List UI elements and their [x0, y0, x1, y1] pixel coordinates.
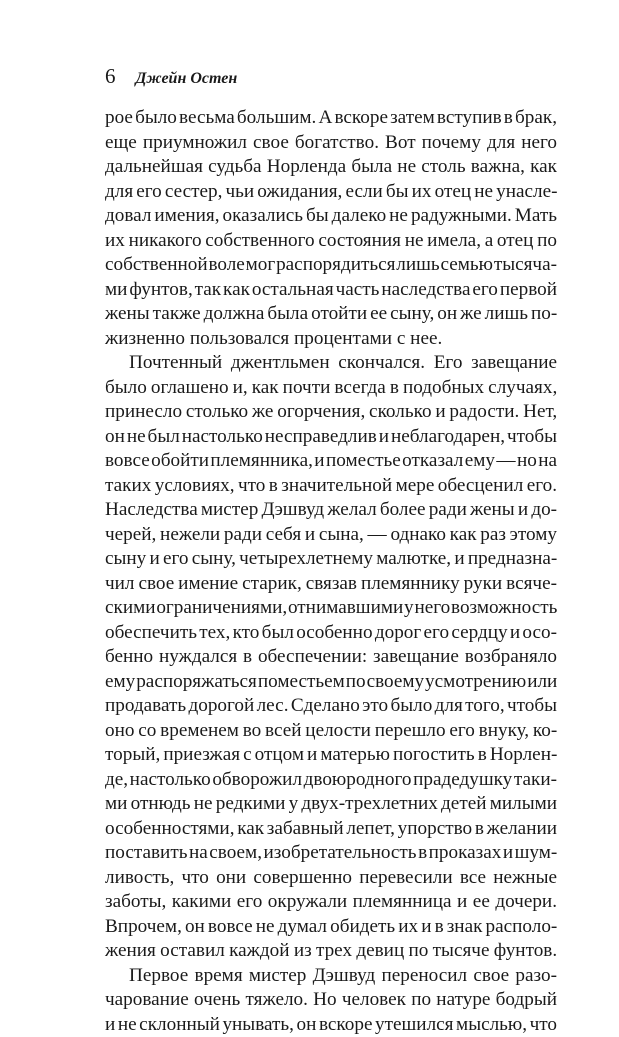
text-line: собственной воле мог распорядиться лишь семью тысяча-	[105, 253, 557, 278]
text-line: довал имения, оказались бы далеко не радужными. Мать	[105, 204, 557, 229]
text-line: для его сестер, чьи ожидания, если бы их отец не унасле-	[105, 180, 557, 205]
text-line: жизненно пользовался процентами с нее.	[105, 327, 557, 352]
text-line: их никакого собственного состояния не имела, а отец по	[105, 229, 557, 254]
text-line: продавать дорогой лес. Сделано это было для того, чтобы	[105, 694, 557, 719]
text-line: чил свое имение старик, связав племяннику руки всяче-	[105, 572, 557, 597]
text-line: ему распоряжаться поместьем по своему усмотрению или	[105, 670, 557, 695]
text-line: рое было весьма большим. А вскоре затем вступив в брак,	[105, 106, 557, 131]
text-line: вовсе обойти племянника, и поместье отказал ему — но на	[105, 449, 557, 474]
running-head	[105, 64, 237, 89]
text-line: бенно нуждался в обеспечении: завещание возбраняло	[105, 645, 557, 670]
text-line: чарование очень тяжело. Но человек по натуре бодрый	[105, 988, 557, 1013]
text-line: и не склонный унывать, он вскоре утешился мыслью, что	[105, 1013, 557, 1037]
text-line: оно со временем во всей целости перешло его внуку, ко-	[105, 719, 557, 744]
text-line: заботы, какими его окружали племянница и ее дочери.	[105, 890, 557, 915]
text-line: поставить на своем, изобретательность в проказах и шум-	[105, 841, 557, 866]
text-line: Впрочем, он вовсе не думал обидеть их и в знак располо-	[105, 915, 557, 940]
text-line: ми отнюдь не редкими у двух-трехлетних детей милыми	[105, 792, 557, 817]
text-line: Почтенный джентльмен скончался. Его завещание	[105, 351, 557, 376]
paragraph	[105, 351, 557, 964]
text-line: было оглашено и, как почти всегда в подобных случаях,	[105, 376, 557, 401]
text-line: де, настолько обворожил двоюродного прадедушку таки-	[105, 768, 557, 793]
text-line: он не был настолько несправедлив и неблагодарен, чтобы	[105, 425, 557, 450]
text-line: скими ограничениями, отнимавшими у него возможность	[105, 596, 557, 621]
paragraph	[105, 964, 557, 1037]
text-line: обеспечить тех, кто был особенно дорог его сердцу и осо-	[105, 621, 557, 646]
text-line: сыну и его сыну, четырехлетнему малютке, и предназна-	[105, 547, 557, 572]
paragraph	[105, 106, 557, 351]
body-text	[105, 106, 557, 1037]
text-line: Наследства мистер Дэшвуд желал более ради жены и до-	[105, 498, 557, 523]
text-line: дальнейшая судьба Норленда была не столь важна, как	[105, 155, 557, 180]
text-line: Первое время мистер Дэшвуд переносил свое разо-	[105, 964, 557, 989]
running-title-author: Джейн Остен	[136, 70, 238, 87]
page-number: 6	[105, 64, 116, 89]
text-line: торый, приезжая с отцом и матерью погостить в Норлен-	[105, 743, 557, 768]
text-line: особенностями, как забавный лепет, упорство в желании	[105, 817, 557, 842]
text-line: ми фунтов, так как остальная часть наследства его первой	[105, 278, 557, 303]
text-line: принесло столько же огорчения, сколько и радости. Нет,	[105, 400, 557, 425]
text-line: таких условиях, что в значительной мере обесценил его.	[105, 474, 557, 499]
text-line: жения оставил каждой из трех девиц по тысяче фунтов.	[105, 939, 557, 964]
text-line: жены также должна была отойти ее сыну, он же лишь по-	[105, 302, 557, 327]
text-line: еще приумножил свое богатство. Вот почему для него	[105, 131, 557, 156]
text-line: черей, нежели ради себя и сына, — однако как раз этому	[105, 523, 557, 548]
text-line: ливость, что они совершенно перевесили все нежные	[105, 866, 557, 891]
